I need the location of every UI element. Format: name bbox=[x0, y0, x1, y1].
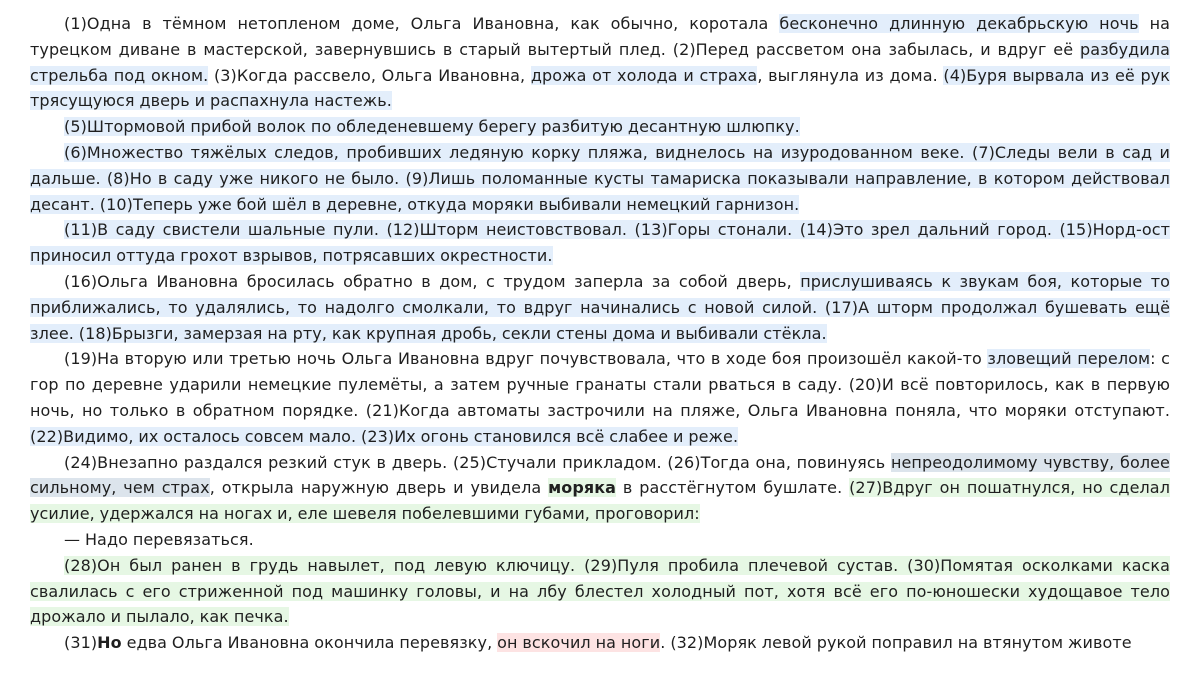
highlighted-text: моряка bbox=[548, 478, 617, 498]
text-run: , открыла наружную дверь и увидела bbox=[209, 478, 549, 498]
text-run: . (32)Моряк левой рукой поправил на втянутом животе bbox=[660, 633, 1132, 653]
highlighted-text: прислушиваясь к звукам боя, которые то приближались, то удалялись, то надолго смолкали, то вдруг начинались с новой силой. (17)А шторм продолжал бушевать ещё злее. (18)Брызги, замерзая на рту, как крупная дробь, секли стены дома и выбивали стёкла. bbox=[30, 271, 1170, 343]
highlighted-text: (27)Вдруг он пошатнулся, но сделал усилие, удержался на ногах и, еле шевеля побелевшими губами, проговорил: bbox=[30, 478, 1170, 524]
text-run: в расстёгнутом бушлате. bbox=[616, 478, 850, 498]
text-run: едва Ольга Ивановна окончила перевязку, bbox=[121, 633, 498, 653]
paragraph bbox=[30, 450, 1170, 527]
highlighted-text: бесконечно длинную декабрьскую ночь bbox=[779, 14, 1139, 33]
highlighted-text: (28)Он был ранен в грудь навылет, под левую ключицу. (29)Пуля пробила плечевой сустав. (30)Помятая осколками каска свалилась с его стриженной под машинку головы, и на лбу блестел холодный пот, хотя всё его по-юношески худощавое тело дрожало и пылало, как печка. bbox=[30, 555, 1170, 627]
paragraph bbox=[30, 346, 1170, 449]
highlighted-text: зловещий перелом bbox=[987, 349, 1151, 369]
paragraph bbox=[30, 140, 1170, 217]
text-run: (24)Внезапно раздался резкий стук в дверь. (25)Стучали прикладом. (26)Тогда она, повинуясь bbox=[64, 452, 891, 472]
paragraph bbox=[30, 11, 1170, 114]
paragraph bbox=[30, 114, 1170, 140]
text-run: , выглянула из дома. bbox=[757, 65, 944, 85]
text-body bbox=[30, 11, 1170, 656]
paragraph bbox=[30, 630, 1170, 656]
text-run: (3)Когда рассвело, Ольга Ивановна, bbox=[208, 65, 531, 85]
highlighted-text: он вскочил на ноги bbox=[497, 633, 661, 653]
paragraph bbox=[30, 217, 1170, 269]
highlighted-text: (5)Штормовой прибой волок по обледеневшему берегу разбитую десантную шлюпку. bbox=[64, 117, 800, 137]
paragraph bbox=[30, 527, 1170, 553]
highlighted-text: (6)Множество тяжёлых следов, пробивших ледяную корку пляжа, виднелось на изуродованном веке. (7)Следы вели в сад и дальше. (8)Но в саду уже никого не было. (9)Лишь поломанные кусты тамариска показывали направление, в котором действовал десант. (10)Теперь уже бой шёл в деревне, откуда моряки выбивали немецкий гарнизон. bbox=[30, 142, 1170, 214]
highlighted-text: (11)В саду свистели шальные пули. (12)Шторм неистовствовал. (13)Горы стонали. (14)Это зрел дальний город. (15)Норд-ост приносил оттуда грохот взрывов, потрясавших окрестности. bbox=[30, 220, 1170, 266]
highlighted-text: разбудила стрельба под окном. bbox=[30, 39, 1170, 85]
highlighted-text: дрожа от холода и страха bbox=[530, 65, 758, 85]
text-run: — Надо перевязаться. bbox=[64, 529, 254, 549]
text-run: (1)Одна в тёмном нетопленом доме, Ольга Ивановна, как обычно, коротала bbox=[64, 14, 780, 33]
highlighted-text: непреодолимому чувству, более сильному, чем страх bbox=[30, 452, 1170, 498]
text-run: (19)На вторую или третью ночь Ольга Ивановна вдруг почувствовала, что в ходе боя произошёл какой-то bbox=[64, 349, 988, 369]
paragraph bbox=[30, 269, 1170, 346]
highlighted-text: (22)Видимо, их осталось совсем мало. (23)Их огонь становился всё слабее и реже. bbox=[30, 426, 739, 446]
text-run: (31) bbox=[64, 633, 98, 653]
text-run: Но bbox=[97, 633, 122, 653]
text-run: на турецком диване в мастерской, завернувшись в старый вытертый плед. (2)Перед рассветом она забылась, и вдруг её bbox=[30, 14, 1171, 59]
text-run: (16)Ольга Ивановна бросилась обратно в дом, с трудом заперла за собой дверь, bbox=[64, 271, 801, 291]
paragraph bbox=[30, 553, 1170, 630]
text-run: : с гор по деревне ударили немецкие пулемёты, а затем ручные гранаты стали рваться в саду. (20)И всё повторилось, как в первую ночь, но только в обратном порядке. (21)Когда автоматы застрочили на пляже, Ольга Ивановна поняла, что моряки отступают. bbox=[30, 349, 1171, 420]
highlighted-text: (4)Буря вырвала из её рук трясущуюся дверь и распахнула настежь. bbox=[30, 65, 1170, 111]
